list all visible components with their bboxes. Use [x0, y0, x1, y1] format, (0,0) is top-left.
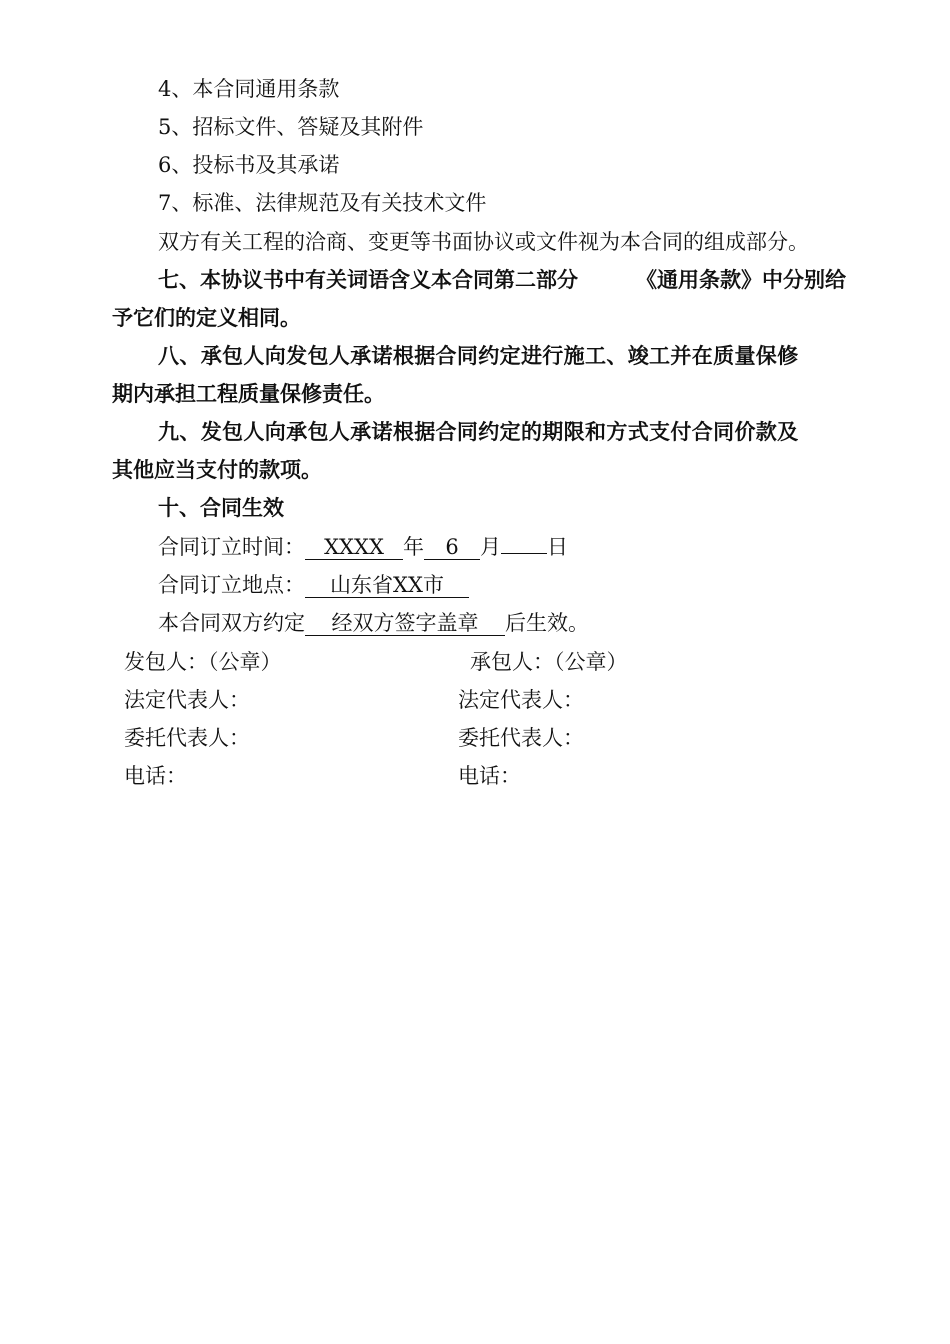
document-list-item-7: 7、标准、法律规范及有关技术文件	[158, 191, 487, 215]
contractor-seal: 承包人：（公章）	[470, 650, 628, 674]
clause-7-line-2: 予它们的定义相同。	[112, 305, 301, 330]
contractor-legal-rep: 法定代表人：	[458, 688, 584, 712]
contractor-phone: 电话：	[458, 764, 521, 788]
document-list-item-6: 6、投标书及其承诺	[158, 153, 340, 177]
signing-year-field: XXXX	[305, 535, 403, 560]
effective-row	[158, 609, 589, 637]
signing-time-row	[158, 533, 568, 561]
signing-day-unit: 日	[547, 535, 568, 559]
signing-month-field: 6	[424, 535, 480, 560]
document-list-item-5: 5、招标文件、答疑及其附件	[158, 115, 424, 139]
effective-suffix: 后生效。	[505, 611, 589, 635]
employer-seal: 发包人：（公章）	[124, 650, 282, 674]
clause-8-line-1: 八、承包人向发包人承诺根据合同约定进行施工、竣工并在质量保修	[158, 343, 799, 368]
clause-9-line-2: 其他应当支付的款项。	[112, 457, 322, 482]
signing-year-unit: 年	[403, 535, 424, 559]
contractor-authorized-rep: 委托代表人：	[458, 726, 584, 750]
signing-month-unit: 月	[480, 535, 501, 559]
signing-place-label: 合同订立地点：	[158, 573, 305, 597]
employer-authorized-rep: 委托代表人：	[124, 726, 250, 750]
signing-day-field	[501, 553, 547, 554]
clause-8-line-2: 期内承担工程质量保修责任。	[112, 381, 385, 406]
employer-legal-rep: 法定代表人：	[124, 688, 250, 712]
documents-note: 双方有关工程的洽商、变更等书面协议或文件视为本合同的组成部分。	[158, 230, 809, 254]
clause-10-heading: 十、合同生效	[158, 495, 284, 520]
effective-prefix: 本合同双方约定	[158, 611, 305, 635]
clause-9-line-1: 九、发包人向承包人承诺根据合同约定的期限和方式支付合同价款及	[158, 419, 799, 444]
employer-phone: 电话：	[124, 764, 187, 788]
signing-time-label: 合同订立时间：	[158, 535, 305, 559]
signing-place-row	[158, 571, 469, 599]
document-list-item-4: 4、本合同通用条款	[158, 77, 340, 101]
signing-place-field: 山东省XX市	[305, 573, 469, 598]
clause-7-line-1-tail: 《通用条款》中分别给	[636, 267, 846, 292]
clause-7-line-1-head: 七、本协议书中有关词语含义本合同第二部分	[158, 267, 578, 292]
effective-condition-field: 经双方签字盖章	[305, 611, 505, 636]
clause-7-line-1	[158, 266, 846, 294]
